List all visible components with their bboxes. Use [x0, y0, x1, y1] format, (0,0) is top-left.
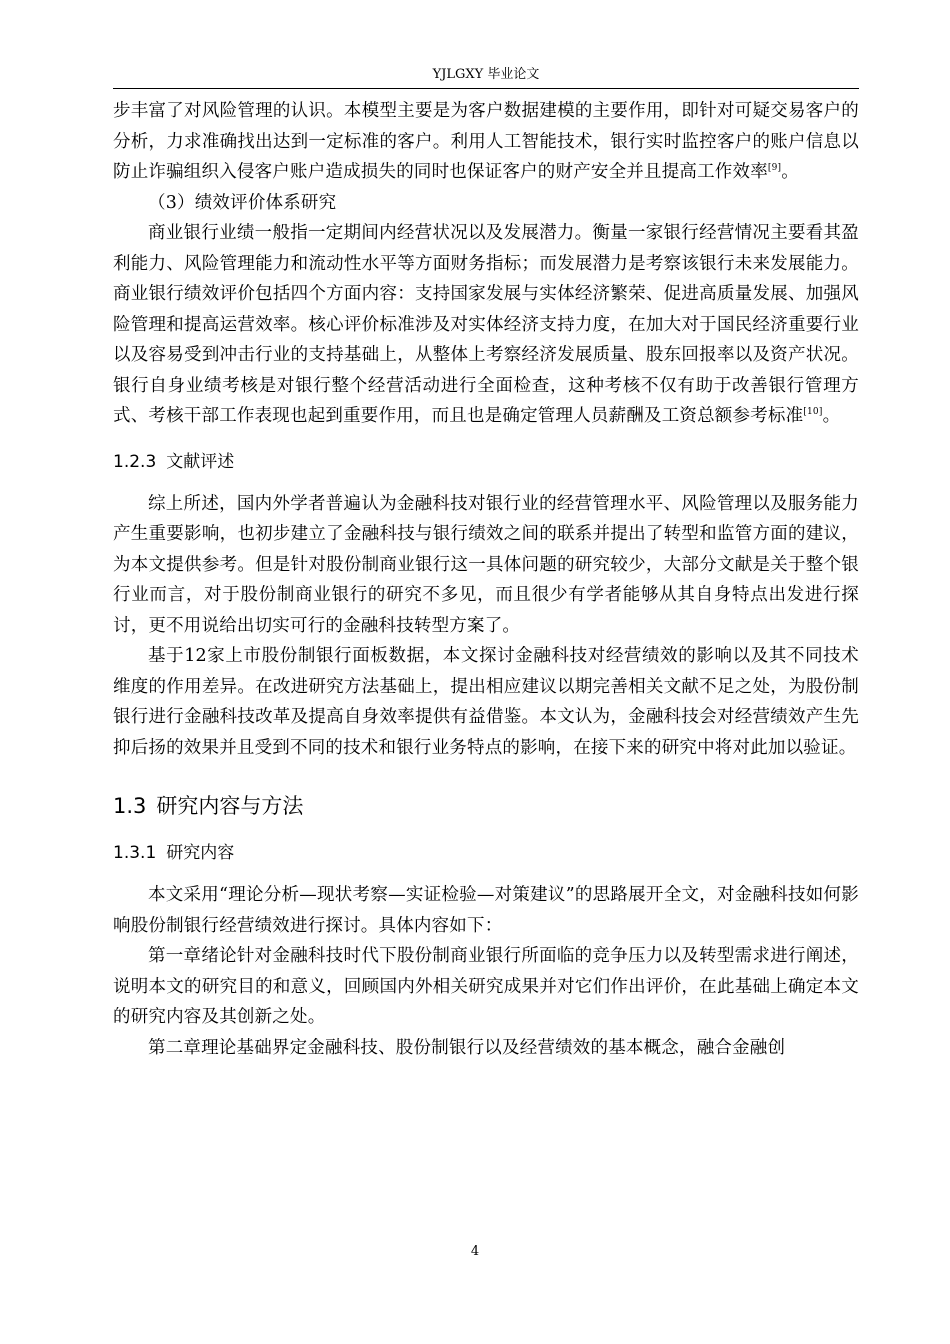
- citation-ref: [9]: [767, 163, 782, 174]
- page-body: [113, 96, 859, 1063]
- section-heading-1-2-3: [113, 447, 859, 477]
- paragraph-chapter-two: 第二章理论基础界定金融科技、股份制银行以及经营绩效的基本概念，融合金融创: [148, 1037, 786, 1058]
- section-heading-1-3-1: [113, 838, 859, 868]
- paragraph-literature-summary: 综上所述，国内外学者普遍认为金融科技对银行业的经营管理水平、风险管理以及服务能力产生重要影响，也初步建立了金融科技与银行绩效之间的联系并提出了转型和监管方面的建议，为本文提供参考。但是针对股份制商业银行这一具体问题的研究较少，大部分文献是关于整个银行业而言，对于股份制商业银行的研究不多见，而且很少有学者能够从其自身特点出发进行探讨，更不用说给出切实可行的金融科技转型方案了。: [113, 493, 859, 636]
- paragraph-chapter-one: 第一章绪论针对金融科技时代下股份制商业银行所面临的竞争压力以及转型需求进行阐述，说明本文的研究目的和意义，回顾国内外相关研究成果并对它们作出评价，在此基础上确定本文的研究内容及其创新之处。: [113, 946, 859, 1027]
- paragraph-end: 。: [822, 406, 841, 426]
- section-title: 文献评述: [166, 451, 235, 472]
- paragraph-text: 步丰富了对风险管理的认识。本模型主要是为客户数据建模的主要作用，即针对可疑交易客户的分析，力求准确找出达到一定标准的客户。利用人工智能技术，银行实时监控客户的账户信息以防止诈骗组织入侵客户账户造成损失的同时也保证客户的财产安全并且提高工作效率: [113, 101, 859, 182]
- paragraph-research-basis: 基于12家上市股份制银行面板数据，本文探讨金融科技对经营绩效的影响以及其不同技术维度的作用差异。在改进研究方法基础上，提出相应建议以期完善相关文献不足之处，为股份制银行进行金融科技改革及提高自身效率提供有益借鉴。本文认为，金融科技会对经营绩效产生先抑后扬的效果并且受到不同的技术和银行业务特点的影响，在接下来的研究中将对此加以验证。: [113, 646, 859, 758]
- citation-ref: [10]: [803, 407, 823, 418]
- subsection-label-performance: （3）绩效评价体系研究: [148, 192, 337, 213]
- section-heading-1-3: [113, 789, 859, 823]
- paragraph-performance-evaluation: [113, 218, 859, 432]
- paragraph-end: 。: [781, 162, 799, 182]
- page-number: 4: [470, 1244, 480, 1259]
- paragraph-risk-model: [113, 96, 859, 188]
- section-title: 研究内容: [166, 843, 235, 863]
- running-header: YJLGXY 毕业论文: [432, 67, 540, 82]
- paragraph-approach: 本文采用“理论分析—现状考察—实证检验—对策建议”的思路展开全文，对金融科技如何影响股份制银行经营绩效进行探讨。具体内容如下：: [113, 885, 859, 936]
- paragraph-text: 商业银行业绩一般指一定期间内经营状况以及发展潜力。衡量一家银行经营情况主要看其盈利能力、风险管理能力和流动性水平等方面财务指标；而发展潜力是考察该银行未来发展能力。商业银行绩效评价包括四个方面内容：支持国家发展与实体经济繁荣、促进高质量发展、加强风险管理和提高运营效率。核心评价标准涉及对实体经济支持力度，在加大对于国民经济重要行业以及容易受到冲击行业的支持基础上，从整体上考察经济发展质量、股东回报率以及资产状况。银行自身业绩考核是对银行整个经营活动进行全面检查，这种考核不仅有助于改善银行管理方式、考核干部工作表现也起到重要作用，而且也是确定管理人员薪酬及工资总额参考标准: [113, 223, 859, 426]
- section-number: 1.3: [113, 794, 147, 818]
- header-divider: [113, 88, 859, 89]
- section-title: 研究内容与方法: [156, 794, 304, 818]
- section-number: 1.2.3: [113, 451, 157, 472]
- section-number: 1.3.1: [113, 843, 157, 863]
